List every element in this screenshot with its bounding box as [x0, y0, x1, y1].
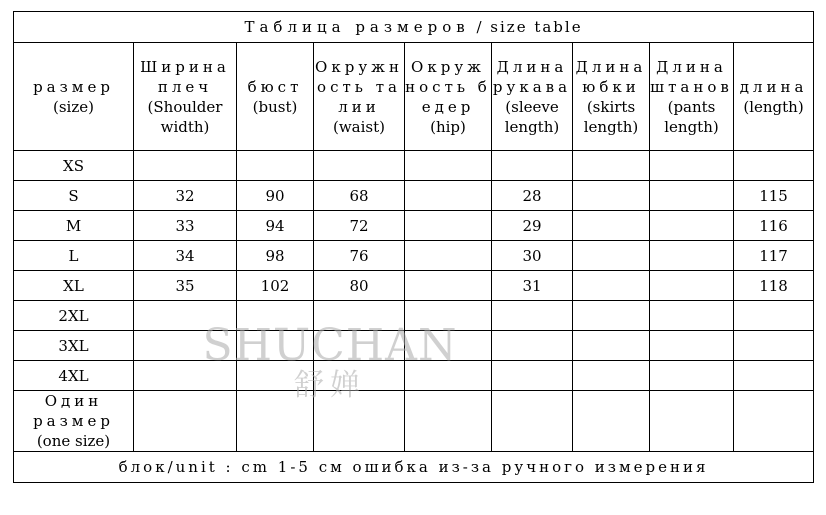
- column-header: [573, 43, 650, 151]
- table-cell-sleeve: [492, 331, 573, 361]
- table-cell-pants: [650, 151, 734, 181]
- table-cell-length: 115: [734, 181, 814, 211]
- table-cell-skirt: [573, 151, 650, 181]
- table-cell-hip: [405, 361, 492, 391]
- table-cell: [734, 391, 814, 452]
- table-cell-bust: [237, 151, 314, 181]
- table-cell-shoulder: [134, 151, 237, 181]
- table-row: [14, 241, 814, 271]
- table-cell-shoulder: 32: [134, 181, 237, 211]
- table-title-en: / size table: [476, 18, 583, 36]
- table-cell-hip: [405, 151, 492, 181]
- column-header: [650, 43, 734, 151]
- column-header-en: (bust): [252, 97, 298, 116]
- column-header-ru: Длина штанов: [650, 57, 733, 96]
- table-cell-pants: [650, 241, 734, 271]
- table-cell-waist: [314, 301, 405, 331]
- column-header-ru: Окружность талии: [315, 57, 403, 116]
- table-cell: [405, 391, 492, 452]
- table-cell-bust: [237, 331, 314, 361]
- column-header: [734, 43, 814, 151]
- table-row: [14, 361, 814, 391]
- column-header-en: (pants length): [664, 97, 719, 136]
- column-header: [14, 43, 134, 151]
- header-row: [14, 43, 814, 151]
- column-header-en: (waist): [332, 117, 385, 136]
- table-cell-shoulder: [134, 301, 237, 331]
- column-header: [134, 43, 237, 151]
- table-row: [14, 211, 814, 241]
- table-cell-hip: [405, 331, 492, 361]
- table-cell-waist: 76: [314, 241, 405, 271]
- size-label: M: [14, 211, 134, 241]
- table-cell: [314, 391, 405, 452]
- table-cell-bust: 102: [237, 271, 314, 301]
- size-label: 3XL: [14, 331, 134, 361]
- table-cell-bust: 90: [237, 181, 314, 211]
- table-row: [14, 331, 814, 361]
- table-cell-waist: 80: [314, 271, 405, 301]
- table-cell-shoulder: 35: [134, 271, 237, 301]
- column-header: [492, 43, 573, 151]
- table-cell: [237, 391, 314, 452]
- table-cell-length: [734, 151, 814, 181]
- column-header-ru: размер: [33, 77, 114, 96]
- table-cell-pants: [650, 331, 734, 361]
- table-cell-shoulder: [134, 331, 237, 361]
- table-cell-length: [734, 331, 814, 361]
- table-cell-sleeve: [492, 361, 573, 391]
- size-label: XL: [14, 271, 134, 301]
- watermark-cn: 舒婵: [294, 368, 366, 403]
- table-cell-sleeve: [492, 301, 573, 331]
- table-cell: [573, 391, 650, 452]
- column-header: [405, 43, 492, 151]
- one-size-row: [14, 391, 814, 452]
- table-cell-waist: [314, 151, 405, 181]
- column-header: [314, 43, 405, 151]
- table-cell-waist: 68: [314, 181, 405, 211]
- size-table: [13, 11, 814, 483]
- column-header-ru: бюст: [247, 77, 303, 96]
- table-body: [14, 151, 814, 391]
- table-cell-pants: [650, 361, 734, 391]
- table-cell-length: 117: [734, 241, 814, 271]
- table-cell-length: 116: [734, 211, 814, 241]
- one-size-label-en: (one size): [36, 432, 111, 450]
- table-cell-bust: 98: [237, 241, 314, 271]
- table-row: [14, 301, 814, 331]
- column-header-en: (skirts length): [583, 97, 639, 136]
- one-size-label-ru: Один размер: [33, 392, 114, 430]
- table-cell-skirt: [573, 241, 650, 271]
- table-cell-bust: [237, 361, 314, 391]
- column-header-ru: Окружность бедер: [405, 57, 491, 116]
- table-cell-shoulder: [134, 361, 237, 391]
- table-cell-skirt: [573, 361, 650, 391]
- table-cell-sleeve: 28: [492, 181, 573, 211]
- table-cell-shoulder: 33: [134, 211, 237, 241]
- table-cell: [650, 391, 734, 452]
- table-cell-sleeve: 30: [492, 241, 573, 271]
- table-cell-sleeve: [492, 151, 573, 181]
- table-cell-shoulder: 34: [134, 241, 237, 271]
- table-row: [14, 271, 814, 301]
- table-cell-waist: [314, 331, 405, 361]
- table-cell-skirt: [573, 181, 650, 211]
- table-cell-hip: [405, 271, 492, 301]
- table-cell-hip: [405, 211, 492, 241]
- size-label: L: [14, 241, 134, 271]
- table-cell-bust: [237, 301, 314, 331]
- table-cell-pants: [650, 211, 734, 241]
- table-cell: [492, 391, 573, 452]
- table-cell-waist: 72: [314, 211, 405, 241]
- table-cell-hip: [405, 241, 492, 271]
- table-cell: [134, 391, 237, 452]
- table-cell-waist: [314, 361, 405, 391]
- table-cell-length: [734, 361, 814, 391]
- table-row: [14, 151, 814, 181]
- size-label: S: [14, 181, 134, 211]
- table-cell-skirt: [573, 331, 650, 361]
- table-cell-skirt: [573, 211, 650, 241]
- column-header-ru: Ширина плеч: [140, 57, 230, 96]
- table-title-ru: Таблица размеров: [244, 18, 470, 36]
- table-cell-pants: [650, 301, 734, 331]
- size-label: 2XL: [14, 301, 134, 331]
- table-cell-pants: [650, 271, 734, 301]
- column-header-en: (length): [743, 97, 804, 116]
- table-cell-bust: 94: [237, 211, 314, 241]
- table-cell-skirt: [573, 301, 650, 331]
- table-footer: блок/unit : cm 1-5 см ошибка из-за ручного измерения: [14, 452, 814, 483]
- column-header-ru: длина: [739, 77, 808, 96]
- table-cell-pants: [650, 181, 734, 211]
- column-header-ru: Длина рукава: [492, 57, 572, 96]
- watermark-text: SHUCHAN: [202, 320, 458, 371]
- table-cell-length: [734, 301, 814, 331]
- table-title: [14, 12, 814, 43]
- table-cell-hip: [405, 301, 492, 331]
- table-cell-sleeve: 29: [492, 211, 573, 241]
- table-cell-skirt: [573, 271, 650, 301]
- size-label: XS: [14, 151, 134, 181]
- table-row: [14, 181, 814, 211]
- size-table-sheet: [13, 11, 813, 503]
- column-header-en: (sleeve length): [504, 97, 560, 136]
- table-cell-sleeve: 31: [492, 271, 573, 301]
- table-cell-hip: [405, 181, 492, 211]
- column-header-en: (Shoulder width): [147, 97, 223, 136]
- table-cell-length: 118: [734, 271, 814, 301]
- one-size-label: [14, 391, 134, 452]
- column-header-ru: Длина юбки: [575, 57, 647, 96]
- column-header: [237, 43, 314, 151]
- column-header-en: (size): [53, 97, 94, 116]
- column-header-en: (hip): [430, 117, 466, 136]
- size-label: 4XL: [14, 361, 134, 391]
